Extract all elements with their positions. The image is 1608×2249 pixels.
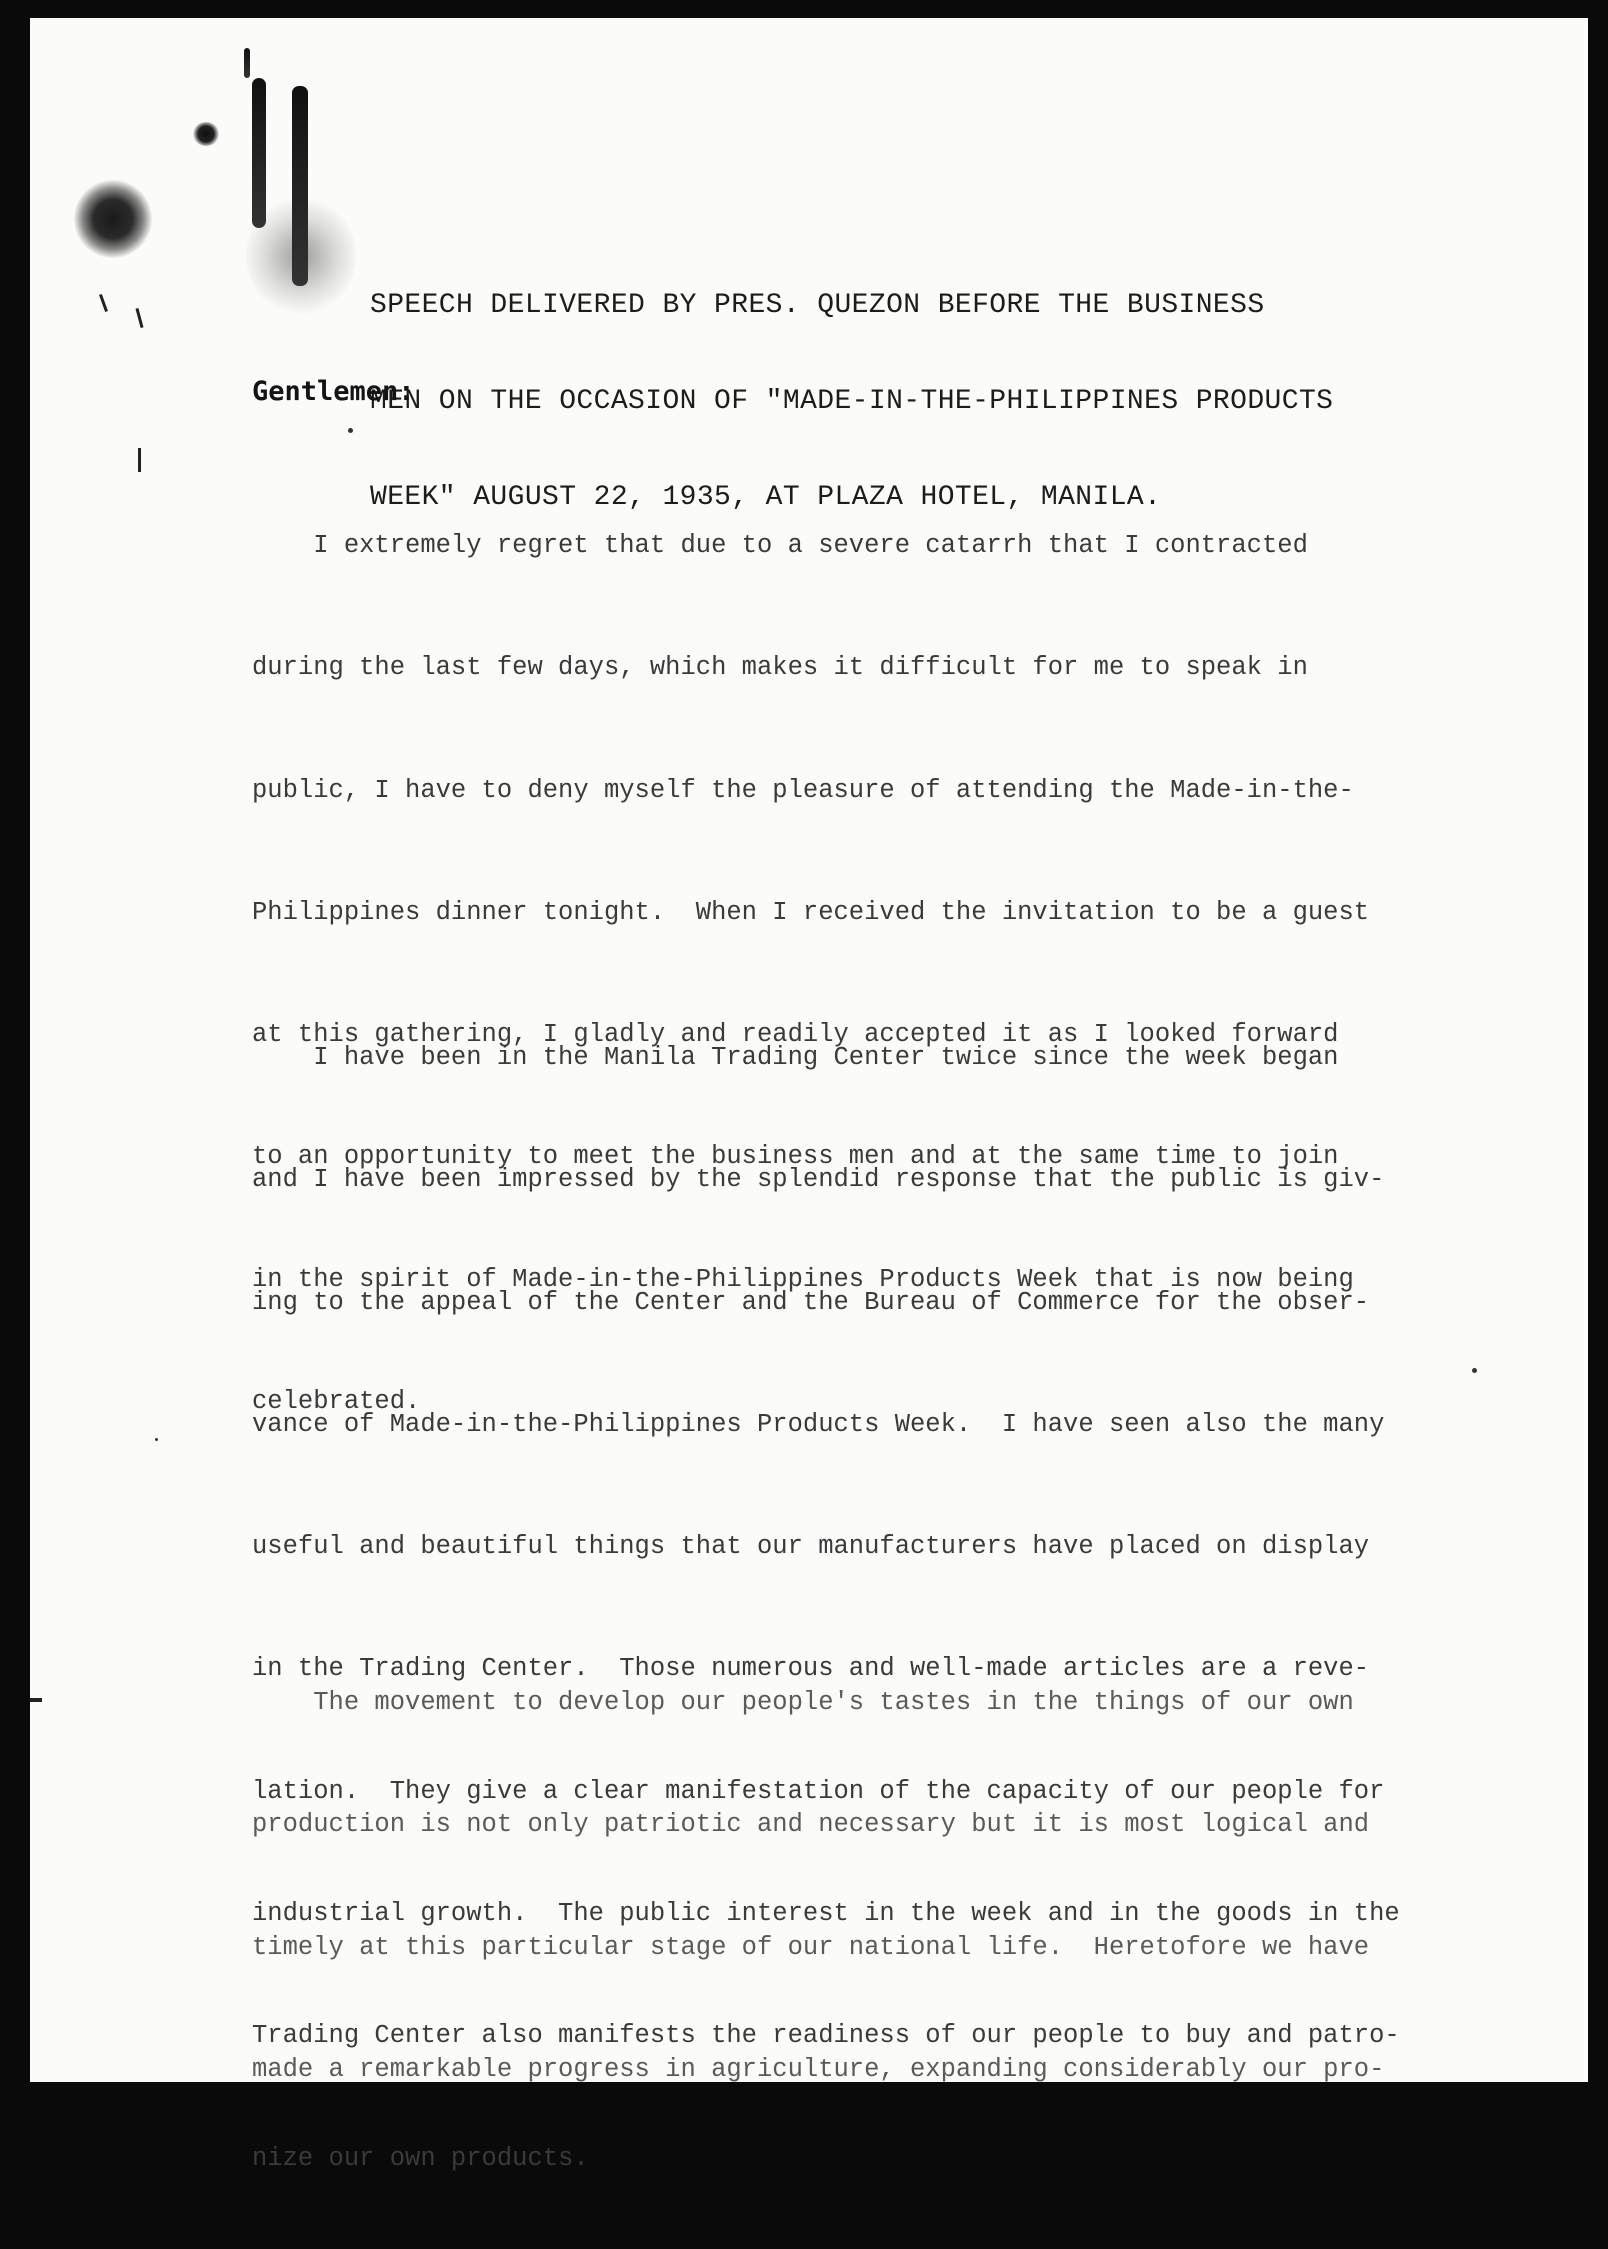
text-line: ing to the appeal of the Center and the Bureau of Commerce for the obser- xyxy=(252,1287,1370,1317)
text-line: The movement to develop our people's tastes in the things of our own xyxy=(252,1688,1354,1717)
text-line: I have been in the Manila Trading Center twice since the week began xyxy=(252,1043,1339,1072)
text-line: celebrated. xyxy=(252,1387,421,1417)
text-line: Philippines dinner tonight. When I received the invitation to be a guest xyxy=(252,897,1370,927)
ink-spot xyxy=(193,122,219,146)
text-line: and I have been impressed by the splendid response that the public is giv- xyxy=(252,1165,1385,1195)
text-line: to an opportunity to meet the business men and at the same time to join xyxy=(252,1142,1339,1172)
text-line: Trading Center also manifests the readiness of our people to buy and patro- xyxy=(252,2021,1400,2051)
ink-mark xyxy=(244,48,250,78)
scan-mark xyxy=(135,308,143,328)
scan-dot xyxy=(155,1438,158,1441)
title-line: MEN ON THE OCCASION OF "MADE-IN-THE-PHILIPPINES PRODUCTS xyxy=(370,386,1334,417)
title-line: WEEK" AUGUST 22, 1935, AT PLAZA HOTEL, MANILA. xyxy=(370,482,1162,513)
text-line: production is not only patriotic and necessary but it is most logical and xyxy=(252,1810,1370,1840)
text-line: at this gathering, I gladly and readily accepted it as I looked forward xyxy=(252,1020,1339,1050)
text-line: timely at this particular stage of our national life. Heretofore we have xyxy=(252,1932,1370,1962)
text-line: nize our own products. xyxy=(252,2143,589,2173)
text-line: during the last few days, which makes it difficult for me to speak in xyxy=(252,653,1308,683)
title-line: SPEECH DELIVERED BY PRES. QUEZON BEFORE THE BUSINESS xyxy=(370,290,1265,321)
text-line: lation. They give a clear manifestation of the capacity of our people for xyxy=(252,1776,1385,1806)
scan-dot xyxy=(348,428,353,433)
text-line: vance of Made-in-the-Philippines Products Week. I have seen also the many xyxy=(252,1409,1385,1439)
text-line: made a remarkable progress in agriculture, expanding considerably our pro- xyxy=(252,2054,1385,2084)
salutation: Gentlemen: xyxy=(252,376,415,407)
ink-smudge xyxy=(74,180,152,258)
text-line: public, I have to deny myself the pleasure of attending the Made-in-the- xyxy=(252,775,1354,805)
ink-mark xyxy=(252,78,266,228)
document-page xyxy=(30,18,1588,2173)
text-line: useful and beautiful things that our manufacturers have placed on display xyxy=(252,1532,1370,1562)
scan-mark xyxy=(99,294,108,312)
text-line: I extremely regret that due to a severe catarrh that I contracted xyxy=(252,531,1308,560)
text-line: in the spirit of Made-in-the-Philippines Products Week that is now being xyxy=(252,1264,1354,1294)
text-line: in the Trading Center. Those numerous and well-made articles are a reve- xyxy=(252,1654,1370,1684)
text-line: industrial growth. The public interest in the week and in the goods in the xyxy=(252,1899,1400,1929)
scan-mark xyxy=(138,448,141,472)
ink-mark xyxy=(292,86,308,286)
scan-mark xyxy=(30,1698,42,1702)
paragraph-3 xyxy=(252,1613,1482,2160)
